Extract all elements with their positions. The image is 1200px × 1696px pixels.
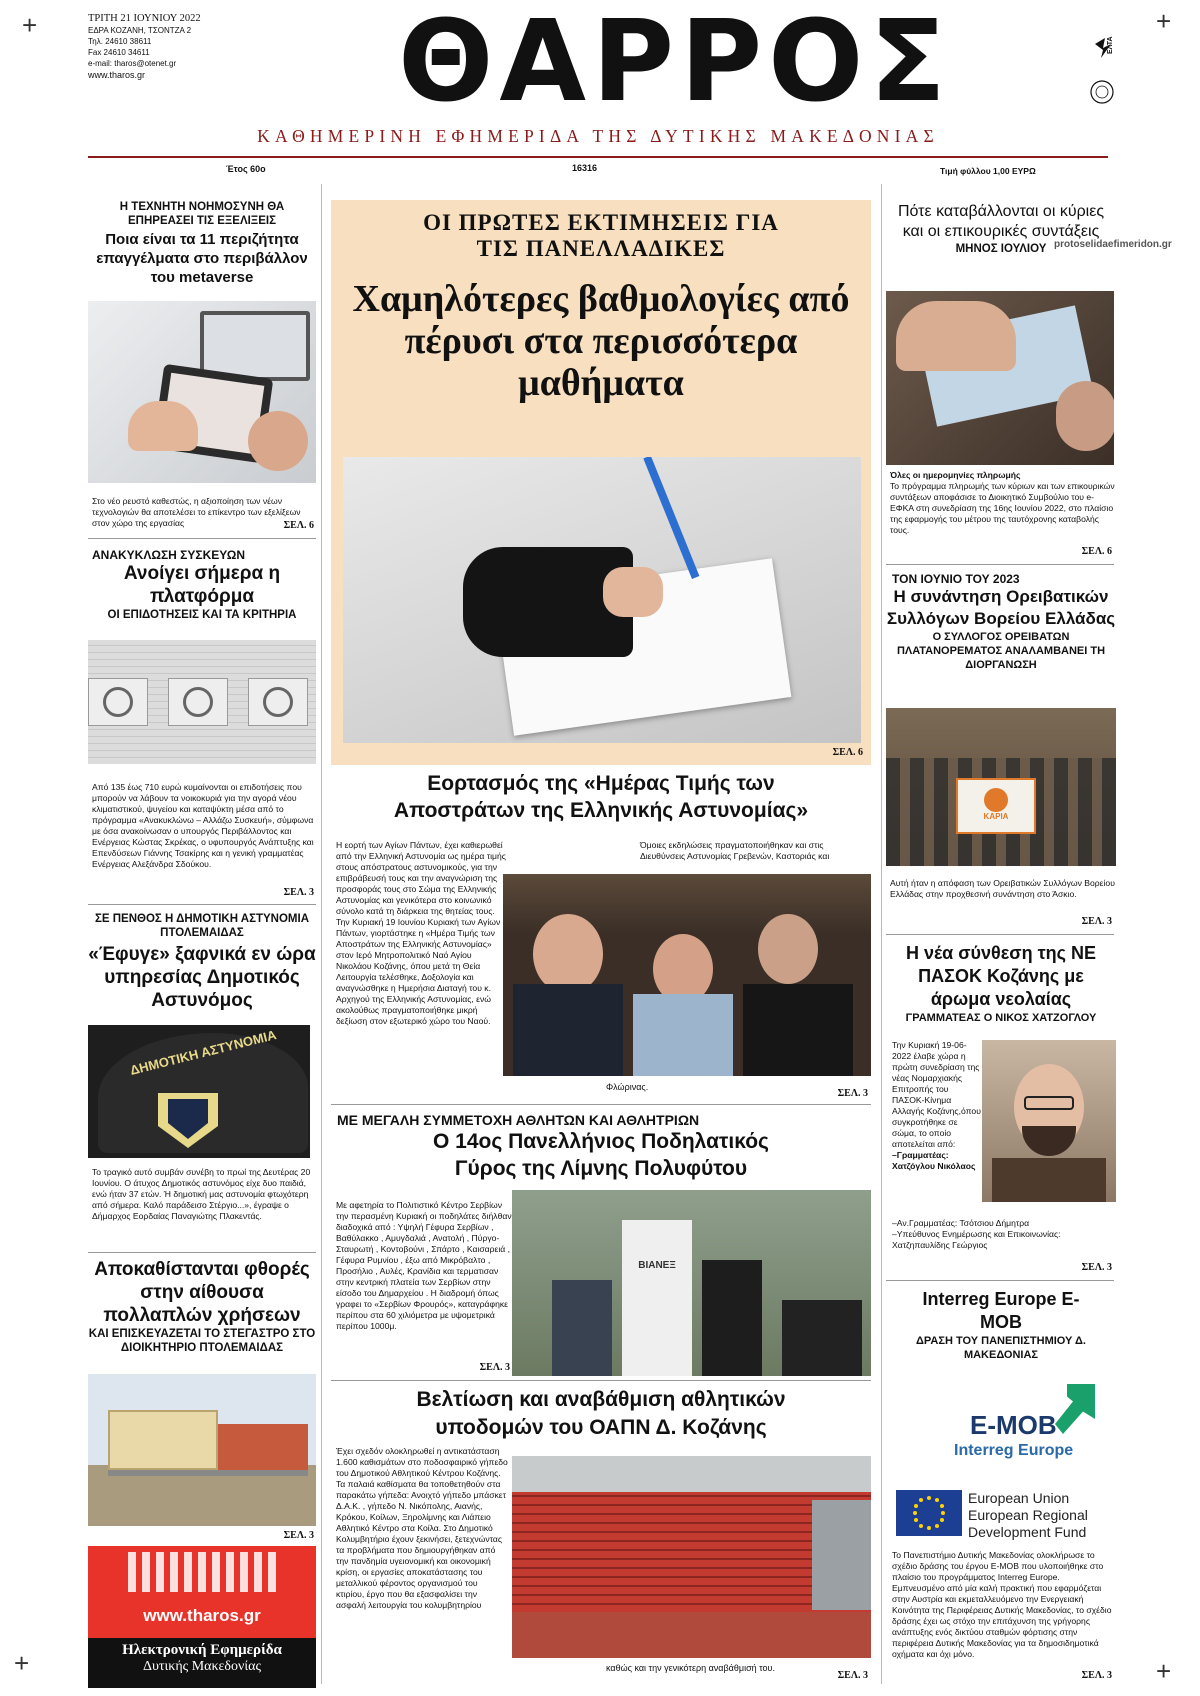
lead-kicker: ΟΙ ΠΡΩΤΕΣ ΕΚΤΙΜΗΣΕΙΣ ΓΙΑ ΤΙΣ ΠΑΝΕΛΛΑΔΙΚΕΣ: [423, 210, 779, 261]
page-ref[interactable]: ΣΕΛ. 3: [837, 1088, 868, 1099]
tharos-ad[interactable]: [88, 1546, 316, 1688]
body-text: Αυτή ήταν η απόφαση των Ορειβατικών Συλλόγων Βορείου Ελλάδας στην προχθεσινή συνάντηση στο Άσκιο.: [890, 878, 1115, 899]
newspaper-title: ΘΑΡΡΟΣ: [398, 0, 952, 127]
divider: [88, 904, 316, 905]
divider: [88, 538, 316, 539]
eu-line2: European Regional: [968, 1507, 1088, 1523]
stadium-headline[interactable]: Βελτίωση και αναβάθμιση αθλητικών υποδομών του ΟΑΠΝ Δ. Κοζάνης: [416, 1388, 786, 1439]
eu-line1: European Union: [968, 1490, 1070, 1506]
lead-article[interactable]: [331, 200, 871, 765]
body-text: [892, 1040, 982, 1172]
price: Τιμή φύλλου 1,00 ΕΥΡΩ: [940, 166, 1036, 176]
headline: Πότε καταβάλλονται οι κύριες και οι επικουρικές συντάξεις: [897, 203, 1105, 240]
article-metaverse[interactable]: [92, 200, 312, 287]
divider: [886, 564, 1114, 565]
elta-badge: [1087, 34, 1117, 114]
air-conditioners-photo: [88, 640, 316, 764]
page-ref[interactable]: ΣΕΛ. 3: [837, 1670, 868, 1681]
pasok-body: Την Κυριακή 19-06-2022 έλαβε χώρα η πρώτη συνεδρίαση της νέας Νομαρχιακής Επιτροπής του ΠΑΣΟΚ-Κίνημα Αλλαγής Κοζάνης,όπου συγκροτήθηκε σε σώμα, το οποίο αποτελείται από:: [892, 1040, 981, 1149]
divider: [331, 1104, 871, 1105]
ad-line2: Δυτικής Μακεδονίας: [142, 1659, 262, 1674]
fax: Fax 24610 34611: [88, 48, 150, 57]
kicker: Η ΤΕΧΝΗΤΗ ΝΟΗΜΟΣΥΝΗ ΘΑ ΕΠΗΡΕΑΣΕΙ ΤΙΣ ΕΞΕΛΙΞΕΙΣ: [119, 201, 285, 227]
headline: Αποκαθίστανται φθορές στην αίθουσα πολλαπλών χρήσεων: [94, 1259, 310, 1326]
subhead: ΔΡΑΣΗ ΤΟΥ ΠΑΝΕΠΙΣΤΗΜΙΟΥ Δ. ΜΑΚΕΔΟΝΙΑΣ: [916, 1335, 1086, 1361]
email: e-mail: tharos@otenet.gr: [88, 59, 177, 68]
deputy: –Αν.Γραμματέας: Τσότσιου Δήμητρα: [892, 1218, 1030, 1228]
divider: [886, 1280, 1114, 1281]
stadium-photo: [512, 1456, 871, 1658]
ad-url[interactable]: www.tharos.gr: [143, 1606, 261, 1625]
subhead: ΜΗΝΟΣ ΙΟΥΛΙΟΥ: [955, 243, 1047, 255]
kicker: ΑΝΑΚΥΚΛΩΣΗ ΣΥΣΚΕΥΩΝ: [92, 548, 246, 562]
divider: [88, 1252, 316, 1253]
headline: Ποια είναι τα 11 περιζήτητα επαγγέλματα στο περιβάλλον του metaverse: [96, 231, 308, 286]
article-hall-repairs[interactable]: [88, 1258, 316, 1355]
police-tail: Φλώρινας.: [606, 1082, 649, 1092]
ad-banner: [88, 1638, 316, 1688]
eu-fund-text: [968, 1490, 1088, 1541]
secretary: –Γραμματέας: Χατζόγλου Νικόλαος: [892, 1150, 976, 1171]
page-ref[interactable]: ΣΕΛ. 6: [283, 520, 314, 531]
body-text-2: [892, 1218, 1114, 1251]
crop-mark-icon: +: [1156, 1656, 1172, 1686]
building-photo: [88, 1374, 316, 1526]
column-divider: [881, 184, 882, 1684]
body-text: Το Πανεπιστήμιο Δυτικής Μακεδονίας ολοκλήρωσε το σχέδιο δράσης του έργου E-MOB που υλοποιήθηκε στο πλαίσιο του προγράμματος Interreg Europe. Εμπνευσμένο από μία καλή πρακτική που εφαρμόζεται στην Αυστρία και εκμεταλλευόμενο την Ενεργειακή Κοινότητα της Περιφέρειας Δυτικής Μακεδονίας, το σχέδιο δράσης έχει ως στόχο την επιτάχυνση της γρήγορης ανάπτυξης ενός δικτύου σταθμών φόρτισης στην περιφέρεια Δυτικής Μακεδονίας για τα δημοσιδημοτικά οχήματα και όχι μόνο.: [892, 1550, 1112, 1659]
body-text: Το τραγικό αυτό συμβάν συνέβη το πρωί της Δευτέρας 20 Ιουνίου. Ο άτυχος Δημοτικός αστυνόμος είχε δυο παιδιά, ενώ ήταν 37 ετών. Ή δημοτική μας αστυνομία φτωχότερη από σήμερα. Καλό παράδεισο Στέργιο...», έγραψε ο Δήμαρχος Εορδαίας Παναγιώτης Πλακεντάς.: [92, 1167, 311, 1221]
column-divider: [321, 184, 322, 1684]
arrow-icon: [1055, 1384, 1095, 1434]
issue-number: 16316: [572, 163, 598, 173]
article-climbers[interactable]: [886, 572, 1116, 672]
lead-line: Όλες οι ημερομηνίες πληρωμής: [890, 470, 1021, 480]
subtitle: ΚΑΘΗΜΕΡΙΝΗ ΕΦΗΜΕΡΙΔΑ ΤΗΣ ΔΥΤΙΚΗΣ ΜΑΚΕΔΟΝΙΑΣ: [257, 126, 939, 146]
patch-text: ΔΗΜΟΤΙΚΗ ΑΣΤΥΝΟΜΙΑ: [128, 1027, 278, 1078]
divider: [886, 934, 1114, 935]
subhead: ΓΡΑΜΜΑΤΕΑΣ Ο ΝΙΚΟΣ ΧΑΤΖΟΓΛΟΥ: [905, 1012, 1097, 1024]
jersey-text: ΒΙΑΝΕΞ: [638, 1260, 676, 1271]
ad-line1: Ηλεκτρονική Εφημερίδα: [122, 1642, 282, 1658]
year: Έτος 60ο: [226, 164, 266, 174]
police-ceremony-photo: [503, 874, 871, 1076]
article-emob[interactable]: [886, 1288, 1116, 1362]
article-pensions[interactable]: [886, 202, 1116, 256]
website[interactable]: www.tharos.gr: [88, 70, 146, 80]
headline: Interreg Europe E-MOB: [922, 1289, 1080, 1332]
article-cycling[interactable]: [331, 1112, 871, 1182]
masthead-info: [88, 12, 288, 81]
caption: Στο νέο ρευστό καθεστώς, η αξιοποίηση των νέων τεχνολογιών θα αποτελέσει το επίκεντρο των εξελίξεων στον χώρο της εργασίας: [92, 496, 301, 528]
stadium-body: Έχει σχεδόν ολοκληρωθεί η αντικατάσταση 1.600 καθισμάτων στο ποδοσφαιρικό γήπεδο του Δημοτικού Αθλητικού Κέντρου Κοζάνης. Τα παλαιά καθίσματα θα τοποθετηθούν στα παρακάτω γήπεδα: Ανοιχτό γήπεδο μπάσκετ Δ.Α.Κ. , γήπεδο Ν. Νικόπολης, Αιανής, Κρόκου, Κοίλων, Ξηρολίμνης και Λιάπειο Αθλητικό Κέντρο στα Κοίλα. Στο Δημοτικό Κολυμβητήριο έχουν ξεκινήσει, ξετεχνώντας τα προβλήματα που δημιουργήθηκαν από την πανδημία υγειονομική και οικονομική κρίση, οι εργασίες αποκατάστασης του μεταλλικού φέροντος οργανισμού του κτιρίου, έργο που θα εξασφαλίσει την ασφαλή λειτουργία του κολυμβητηρίου: [336, 1446, 508, 1610]
climbers-photo: [886, 708, 1116, 866]
address: ΕΔΡΑ ΚΟΖΑΝΗ, ΤΣΟΝΤΖΑ 2: [88, 26, 192, 35]
subhead: ΟΙ ΕΠΙΔΟΤΗΣΕΙΣ ΚΑΙ ΤΑ ΚΡΙΤΗΡΙΑ: [107, 609, 297, 621]
headline: Η συνάντηση Ορειβατικών Συλλόγων Βορείου Ελλάδας: [886, 587, 1116, 628]
page-ref[interactable]: ΣΕΛ. 3: [479, 1362, 510, 1373]
article-pasok[interactable]: [886, 942, 1116, 1025]
comms: –Υπεύθυνος Ενημέρωσης και Επικοινωνίας: Χατζηπαυλίδης Γεώργιος: [892, 1229, 1061, 1250]
kicker: ΜΕ ΜΕΓΑΛΗ ΣΥΜΜΕΤΟΧΗ ΑΘΛΗΤΩΝ ΚΑΙ ΑΘΛΗΤΡΙΩΝ: [337, 1112, 700, 1128]
headline: Η νέα σύνθεση της ΝΕ ΠΑΣΟΚ Κοζάνης με άρωμα νεολαίας: [906, 943, 1096, 1009]
watermark: protoselidaefimeridon.gr: [1054, 239, 1172, 250]
article-municipal-police[interactable]: [88, 912, 316, 1012]
kicker: ΣΕ ΠΕΝΘΟΣ Η ΔΗΜΟΤΙΚΗ ΑΣΤΥΝΟΜΙΑ ΠΤΟΛΕΜΑΙΔΑΣ: [94, 913, 310, 939]
issue-date: ΤΡΙΤΗ 21 ΙΟΥΝΙΟΥ 2022: [88, 13, 201, 24]
cycling-body: Με αφετηρία το Πολιτιστικό Κέντρο Σερβίων την περασμένη Κυριακή οι ποδηλάτες διήλθαν διαδοχικά από : Υψηλή Γέφυρα Σερβίων , Βαθύλακκο , Αμυγδαλιά , Ανατολή , Πύργο-Σταυρωτή , Κοντοβούνι , Σπάρτο , Καισαρειά , Γέφυρα Ρυμνίου , έξω από Μικρόβαλτο , Προσήλιο , Αυλές, Κρανίδια και τερματισαν στην κεντρική πλατεία των Σερβίων στην είσοδο του Δημαρχείου . Η διαδρομή όπως γραφει το «Σερβίων Φρουρός», καταγράφηκε περίπου στα 60 χιλιόμετρα με υψομετρικά περίπου 1000μ.: [336, 1200, 512, 1331]
elta-label: ΕΛΤΑ: [1107, 36, 1114, 54]
emob-logo-sub: Interreg Europe: [954, 1442, 1074, 1459]
exam-photo: [343, 457, 861, 743]
tablet-photo: [88, 301, 316, 483]
crop-mark-icon: +: [14, 1648, 30, 1678]
police-patch-photo: [88, 1025, 310, 1158]
subhead: Ο ΣΥΛΛΟΓΟΣ ΟΡΕΙΒΑΤΩΝ ΠΛΑΤΑΝΟΡΕΜΑΤΟΣ ΑΝΑΛΑΜΒΑΝΕΙ ΤΗ ΔΙΟΡΓΑΝΩΣΗ: [896, 631, 1106, 671]
lead-headline: Χαμηλότερες βαθμολογίες από πέρυσι στα περισσότερα μαθήματα: [352, 278, 850, 404]
page-ref[interactable]: ΣΕΛ. 3: [1081, 916, 1112, 927]
page-ref[interactable]: ΣΕΛ. 6: [1081, 546, 1112, 557]
emob-logo: [950, 1384, 1110, 1464]
page-ref[interactable]: ΣΕΛ. 3: [283, 887, 314, 898]
eu-flag-icon: [896, 1490, 962, 1536]
body-text: Το πρόγραμμα πληρωμής των κύριων και των επικουρικών συντάξεων αποφάσισε το Διοικητικό Συμβούλιο του e-ΕΦΚΑ στη συνεδρίαση της 16ης Ιουνίου 2022, στο πλαίσιο της εφαρμογής του μέτρου της ταυτόχρονης καταβολής τους.: [890, 481, 1115, 535]
phone: Τηλ. 24610 38611: [88, 37, 152, 46]
page-ref[interactable]: ΣΕΛ. 3: [1081, 1262, 1112, 1273]
kicker: ΤΟΝ ΙΟΥΝΙΟ ΤΟΥ 2023: [892, 572, 1020, 586]
body-text: Από 135 έως 710 ευρώ κυμαίνονται οι επιδοτήσεις που μπορούν να λάβουν τα νοικοκυριά για την αγορά νέου κλιματιστικού, ψυγείου και καταψύκτη μέσα από το πρόγραμμα «Ανακυκλώνω – Αλλάζω Συσκευή», σύμφωνα με όσα ανακοίνωσαν ο υπουργός Περιβάλλοντος και Ενέργειας Κώστας Σκρέκας, ο υφυπουργός Ανάπτυξης και Επενδύσεων Γιάννης Τσακίρης και η γενική γραμματέας Ενέργειας Αλεξάνδρα Σδούκου.: [92, 782, 314, 869]
club-banner-text: ΚΑΡΙΑ: [983, 812, 1009, 821]
divider: [331, 1380, 871, 1381]
club-banner: [956, 778, 1036, 834]
crop-mark-icon: +: [22, 10, 38, 40]
headline: «Έφυγε» ξαφνικά εν ώρα υπηρεσίας Δημοτικός Αστυνόμος: [88, 944, 316, 1011]
cyclists-photo: [512, 1190, 871, 1376]
money-photo: [886, 291, 1114, 465]
masthead-rule: [88, 156, 1108, 158]
subhead: ΚΑΙ ΕΠΙΣΚΕΥΑΖΕΤΑΙ ΤΟ ΣΤΕΓΑΣΤΡΟ ΣΤΟ ΔΙΟΙΚΗΤΗΡΙΟ ΠΤΟΛΕΜΑΙΔΑΣ: [88, 1328, 316, 1354]
stadium-tail: καθώς και την γενικότερη αναβάθμισή του.: [606, 1663, 775, 1673]
emob-logo-text: E-MOB: [970, 1410, 1057, 1440]
page-ref[interactable]: ΣΕΛ. 3: [283, 1530, 314, 1541]
headline: Ο 14ος Πανελλήνιος Ποδηλατικός Γύρος της Λίμνης Πολυφύτου: [433, 1130, 769, 1180]
headline: Ανοίγει σήμερα η πλατφόρμα: [123, 563, 281, 607]
pattern-icon: [128, 1552, 278, 1592]
police-headline[interactable]: Εορτασμός της «Ημέρας Τιμής των Αποστράτων της Ελληνικής Αστυνομίας»: [393, 772, 809, 822]
portrait-photo: [982, 1040, 1116, 1202]
crop-mark-icon: +: [1156, 6, 1172, 36]
police-body: Η εορτή των Αγίων Πάντων, έχει καθιερωθεί από την Ελληνική Αστυνομία ως ημέρα τιμής στους απόστρατους αστυνομικούς, για την επιβράβευσή τους και την αναγνώριση της προσφοράς τους στο Σώμα της Ελληνικής Αστυνομίας και γενικότερα στο κοινωνικό σύνολο κατά τη διάρκεια της θητείας τους. Την Κυριακή 19 Ιουνίου Κυριακή των Αγίων Πάντων, γιορτάστηκε η «Ημέρα Τιμής των Αποστράτων της Ελληνικής Αστυνομίας» στον Ιερό Μητροπολιτικό Ναό Αγίου Νικολάου Κοζάνης, όπου μετά τη Θεία Λειτουργία τελέσθηκε, Δοξολογία και αναγνώσθηκε η Ημερήσια Διαταγή του κ. Αρχηγού της Ελληνικής Αστυνομίας, ενώ ακολούθως πραγματοποιήθηκε μικρή δεξίωση στον εξωτερικό χώρο του Ναού.: [336, 840, 506, 1026]
page-ref[interactable]: ΣΕΛ. 3: [1081, 1670, 1112, 1681]
eu-line3: Development Fund: [968, 1524, 1087, 1540]
page-ref[interactable]: ΣΕΛ. 6: [832, 747, 863, 758]
police-body-2: Όμοιες εκδηλώσεις πραγματοποιήθηκαν και στις Διευθύνσεις Αστυνομίας Γρεβενών, Καστοριάς και: [640, 840, 830, 861]
article-recycling[interactable]: [88, 548, 316, 622]
